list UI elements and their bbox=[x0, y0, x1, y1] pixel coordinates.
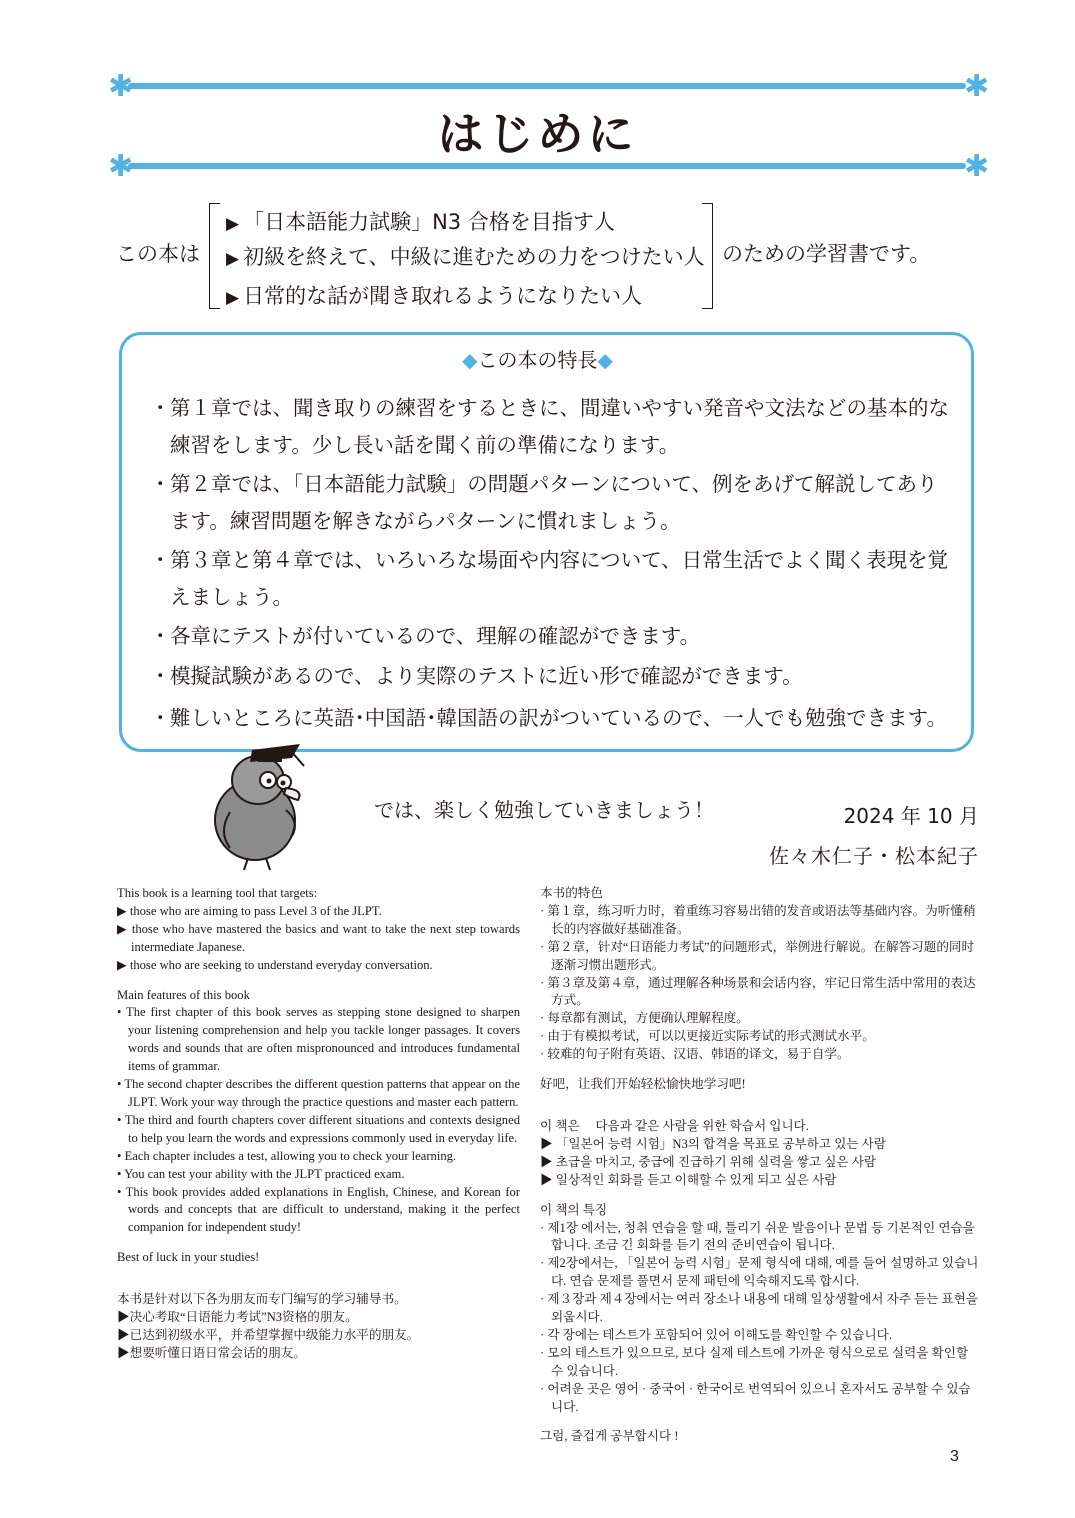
intro-lead: この本は bbox=[116, 242, 200, 266]
asterisk-icon: ✱ bbox=[108, 69, 134, 104]
english-features-title: Main features of this book bbox=[117, 987, 250, 1002]
korean-target: ▶ 「일본어 능력 시험」N3의 합격을 목표로 공부하고 있는 사람 bbox=[540, 1136, 887, 1151]
chinese-target: ▶决心考取“日语能力考试”N3资格的朋友。 bbox=[117, 1310, 358, 1325]
english-chinese-column bbox=[117, 885, 520, 1363]
korean-feature: · 어려운 곳은 영어 · 중국어 · 한국어로 번역되어 있으니 혼자서도 공부할 수 있습니다. bbox=[540, 1381, 971, 1414]
korean-closing: 그럼, 즐겁게 공부합시다 ! bbox=[540, 1429, 679, 1444]
intro-target: ▶ 日常的な話が聞き取れるようになりたい人 bbox=[226, 284, 643, 308]
bird-mascot-icon bbox=[200, 736, 320, 872]
chinese-feature: · 较难的句子附有英语、汉语、韩语的译文，易于自学。 bbox=[540, 1047, 850, 1062]
intro-tail: のための学習書です。 bbox=[722, 242, 931, 266]
chinese-feature: · 第２章，针对“日语能力考试”的问题形式，举例进行解说。在解答习题的同时逐渐习惯出题形式。 bbox=[540, 939, 975, 972]
asterisk-icon: ✱ bbox=[108, 149, 134, 184]
diamond-icon: ◆ bbox=[462, 348, 478, 372]
intro-target: ▶ 「日本語能力試験」N3 合格を目指す人 bbox=[226, 210, 615, 234]
feature-item: ・ 模擬試験があるので、より実際のテストに近い形で確認ができます。 bbox=[150, 664, 803, 688]
korean-target: ▶ 초급을 마치고, 중급에 진급하기 위해 실력을 쌓고 싶은 사람 bbox=[540, 1154, 877, 1169]
korean-feature: · 제３장과 제４장에서는 여러 장소나 내용에 대해 일상생활에서 자주 듣는 표현을 외웁시다. bbox=[540, 1292, 978, 1325]
bottom-rule bbox=[128, 163, 966, 169]
intro-target: ▶ 初級を終えて、中級に進むための力をつけたい人 bbox=[226, 245, 705, 269]
english-target: ▶ those who are seeking to understand everyday conversation. bbox=[117, 957, 433, 972]
english-feature: • The second chapter describes the different question patterns that appear on the JLPT. Work your way through the practice questions and master each pattern. bbox=[117, 1077, 520, 1109]
bracket-left bbox=[209, 203, 220, 309]
chinese-korean-column bbox=[540, 885, 982, 1446]
korean-features-title: 이 책의 특징 bbox=[540, 1202, 608, 1217]
date: 2024 年 10 月 bbox=[843, 804, 979, 828]
triangle-icon: ▶ bbox=[226, 288, 240, 308]
korean-target: ▶ 일상적인 회화를 듣고 이해할 수 있게 되고 싶은 사람 bbox=[540, 1172, 837, 1187]
english-feature: • Each chapter includes a test, allowing you to check your learning. bbox=[117, 1148, 457, 1163]
authors: 佐々木仁子・松本紀子 bbox=[769, 844, 979, 868]
chinese-feature: · 第１章，练习听力时，着重练习容易出错的发音或语法等基础内容。为听懂稍长的内容做好基础准备。 bbox=[540, 903, 976, 936]
chinese-intro: 本书是针对以下各为朋友而专门编写的学习辅导书。 bbox=[117, 1292, 407, 1307]
bracket-right bbox=[702, 203, 713, 309]
english-target: ▶ those who have mastered the basics and want to take the next step towards intermediate Japanese. bbox=[117, 921, 520, 954]
asterisk-icon: ✱ bbox=[964, 69, 990, 104]
chinese-features-title: 本书的特色 bbox=[540, 886, 603, 900]
korean-feature: · 제2장에서는, 「일본어 능력 시험」문제 형식에 대해, 예를 들어 설명하고 있습니다. 연습 문제를 풀면서 문제 패턴에 익숙해지도록 합시다. bbox=[540, 1256, 979, 1289]
english-closing: Best of luck in your studies! bbox=[117, 1250, 260, 1265]
chinese-target: ▶已达到初级水平，并希望掌握中级能力水平的朋友。 bbox=[117, 1327, 420, 1342]
triangle-icon: ▶ bbox=[226, 214, 240, 234]
chinese-feature: · 每章都有测试，方便确认理解程度。 bbox=[540, 1011, 749, 1026]
chinese-feature: · 由于有模拟考试，可以以更接近实际考试的形式测试水平。 bbox=[540, 1029, 875, 1044]
triangle-icon: ▶ bbox=[226, 249, 240, 269]
korean-feature: · 각 장에는 테스트가 포함되어 있어 이해도를 확인할 수 있습니다. bbox=[540, 1327, 892, 1342]
top-rule bbox=[128, 83, 966, 89]
chinese-closing: 好吧，让我们开始轻松愉快地学习吧! bbox=[540, 1077, 746, 1092]
english-target: ▶ those who are aiming to pass Level 3 of the JLPT. bbox=[117, 903, 382, 918]
feature-item: ・ 第１章では、聞き取りの練習をするときに、間違いやすい発音や文法などの基本的な練習をします。少し長い話を聞く前の準備になります。 bbox=[150, 396, 949, 457]
korean-intro: 이 책은 다음과 같은 사람을 위한 학습서 입니다. bbox=[540, 1118, 809, 1133]
feature-item: ・ 各章にテストが付いているので、理解の確認ができます。 bbox=[150, 624, 701, 648]
page-number: 3 bbox=[950, 1448, 959, 1465]
feature-item: ・ 難しいところに英語･中国語･韓国語の訳がついているので、一人でも勉強できます。 bbox=[150, 706, 947, 730]
english-feature: • You can test your ability with the JLPT practiced exam. bbox=[117, 1166, 405, 1181]
feature-item: ・ 第２章では、「日本語能力試験」の問題パターンについて、例をあげて解説してあります。練習問題を解きながらパターンに慣れましょう。 bbox=[150, 472, 938, 533]
features-heading: ◆この本の特長◆ bbox=[462, 348, 613, 372]
english-intro: This book is a learning tool that targets: bbox=[117, 886, 318, 900]
asterisk-icon: ✱ bbox=[964, 149, 990, 184]
english-feature: • The third and fourth chapters cover different situations and contexts designed to help you learn the words and expressions commonly used in everyday life. bbox=[117, 1112, 520, 1145]
page-title: はじめに bbox=[437, 107, 638, 161]
chinese-feature: · 第３章及第４章，通过理解各种场景和会话内容，牢记日常生活中常用的表达方式。 bbox=[540, 975, 976, 1008]
chinese-target: ▶想要听懂日语日常会话的朋友。 bbox=[117, 1345, 306, 1360]
closing-message: では、楽しく勉強していきましょう！ bbox=[374, 798, 714, 822]
feature-item: ・ 第３章と第４章では、いろいろな場面や内容について、日常生活でよく聞く表現を覚えましょう。 bbox=[150, 548, 949, 609]
korean-feature: · 제1장 에서는, 청취 연습을 할 때, 틀리기 쉬운 발음이나 문법 등 기본적인 연습을 합니다. 조금 긴 회화를 듣기 전의 준비연습이 됩니다. bbox=[540, 1220, 975, 1253]
korean-feature: · 모의 테스트가 있으므로, 보다 실제 테스트에 가까운 형식으로로 실력을 확인할 수 있습니다. bbox=[540, 1345, 969, 1378]
english-feature: • The first chapter of this book serves as stepping stone designed to sharpen your listening comprehension and help you tackle longer passages. It covers words and sounds that are often mispronounced and introduces fundamental items of grammar. bbox=[117, 1005, 520, 1074]
english-feature: • This book provides added explanations in English, Chinese, and Korean for words and concepts that are difficult to understand, making it the perfect companion for independent study! bbox=[117, 1184, 520, 1235]
diamond-icon: ◆ bbox=[597, 348, 613, 372]
